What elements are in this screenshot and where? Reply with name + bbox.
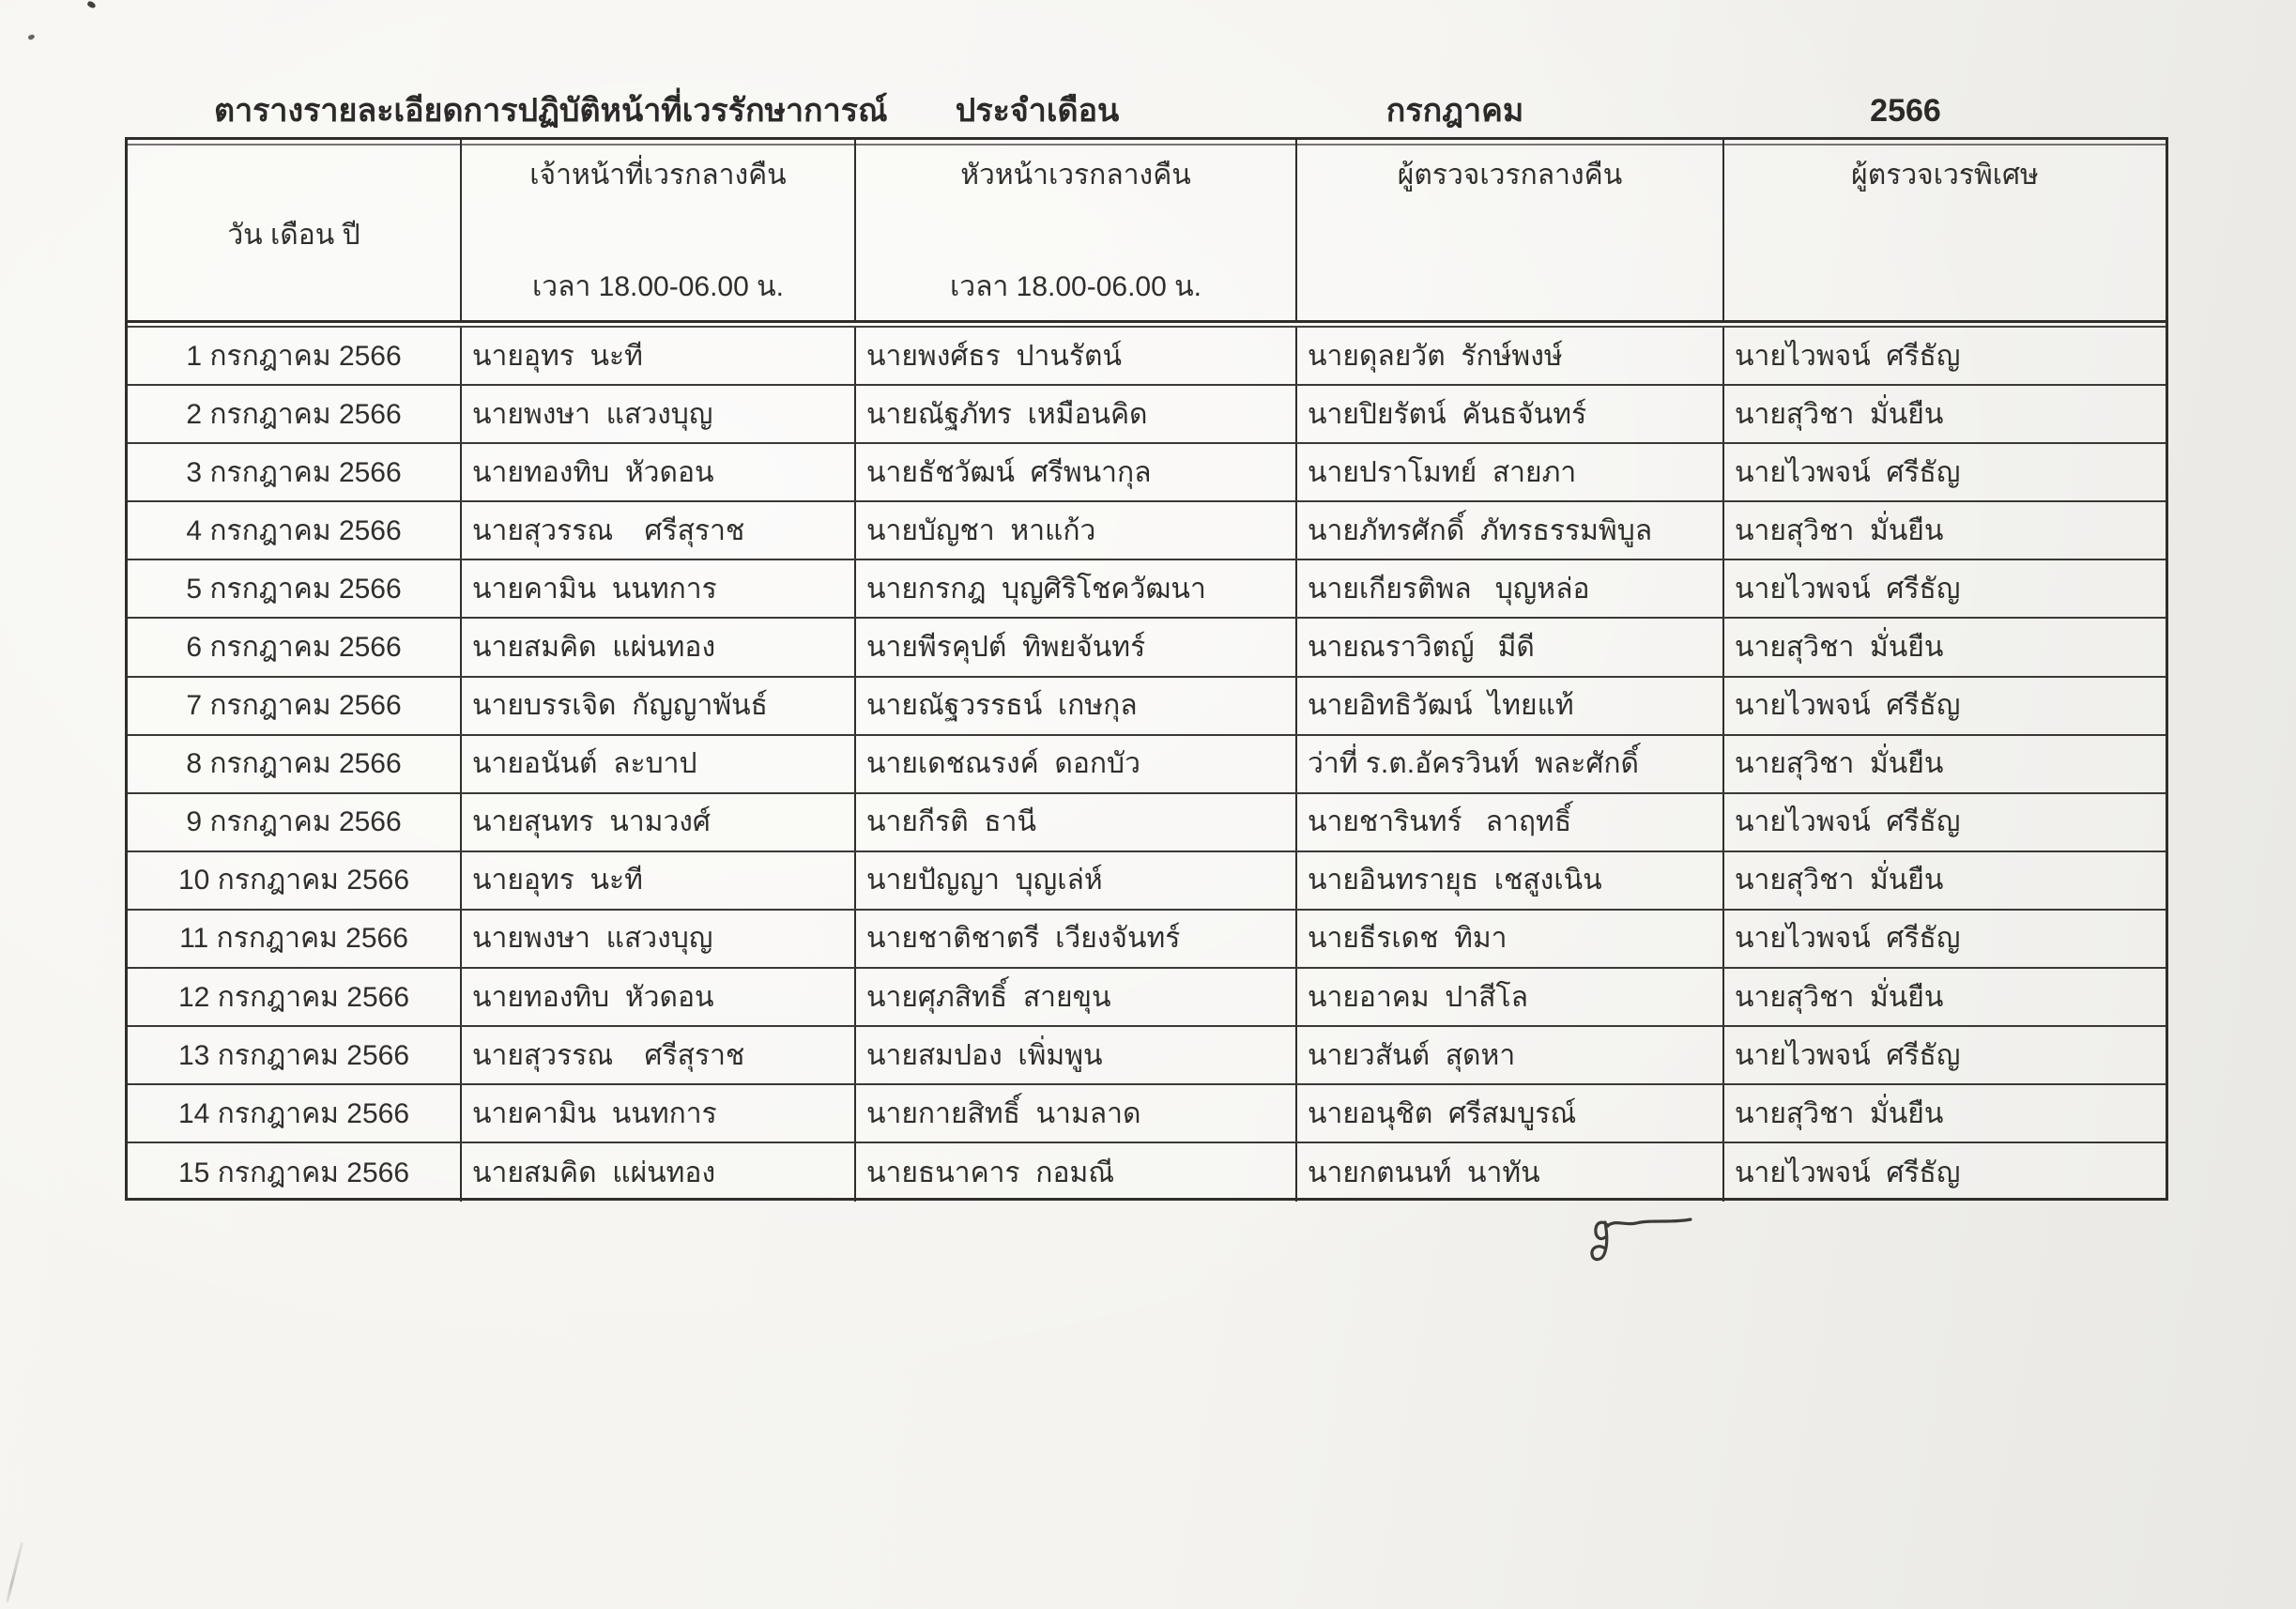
date-cell: 11 กรกฎาคม 2566 [179,923,408,955]
night-officer-cell: นายสมคิด แผ่นทอง [460,1143,854,1202]
special-inspector-cell: นายไวพจน์ ศรีธัญ [1722,794,2166,850]
table-row [128,969,2166,1027]
night-chief-cell: นายณัฐวรรธน์ เกษกุล [854,678,1295,734]
night-officer-cell: นายสุวรรณ ศรีสุราช [460,502,854,559]
night-officer-cell: นายคามิน นนทการ [460,1085,854,1142]
special-inspector-cell: นายไวพจน์ ศรีธัญ [1722,678,2166,734]
header-night-chief-time: เวลา 18.00-06.00 น. [950,271,1202,302]
header-separator [128,320,2166,328]
date-cell: 8 กรกฎาคม 2566 [186,748,402,780]
special-inspector-cell: นายสุวิชา มั่นยืน [1722,386,2166,442]
night-inspector-cell: นายธีรเดช ทิมา [1295,911,1722,967]
night-chief-cell: นายกรกฎ บุญศิริโชควัฒนา [854,560,1295,617]
header-night-inspector [1295,140,1722,320]
night-officer-cell: นายสุนทร นามวงศ์ [460,794,854,850]
night-chief-cell: นายชาติชาตรี เวียงจันทร์ [854,911,1295,967]
date-cell: 12 กรกฎาคม 2566 [177,981,410,1013]
scan-speck [27,34,36,41]
night-inspector-cell: นายดุลยวัต รักษ์พงษ์ [1295,328,1722,384]
special-inspector-cell: นายสุวิชา มั่นยืน [1722,619,2166,675]
header-night-chief [854,140,1295,320]
date-cell: 15 กรกฎาคม 2566 [177,1157,410,1188]
special-inspector-cell: นายสุวิชา มั่นยืน [1722,736,2166,792]
date-cell: 10 กรกฎาคม 2566 [177,865,410,896]
night-inspector-cell: นายเกียรติพล บุญหล่อ [1295,560,1722,617]
table-row [128,619,2166,677]
special-inspector-cell: นายสุวิชา มั่นยืน [1722,969,2166,1025]
night-inspector-cell: นายอนุชิต ศรีสมบูรณ์ [1295,1085,1722,1142]
night-officer-cell: นายสุวรรณ ศรีสุราช [460,1027,854,1083]
date-cell: 14 กรกฎาคม 2566 [177,1097,410,1129]
night-chief-cell: นายกีรติ ธานี [854,794,1295,850]
night-inspector-cell: นายปราโมทย์ สายภา [1295,444,1722,500]
duty-roster-table [125,137,2168,1201]
table-row [128,444,2166,502]
table-header-row [128,140,2166,320]
night-inspector-cell: นายอิทธิวัฒน์ ไทยแท้ [1295,678,1722,734]
scan-speck [86,0,97,8]
special-inspector-cell: นายไวพจน์ ศรีธัญ [1722,328,2166,384]
special-inspector-cell: นายสุวิชา มั่นยืน [1722,502,2166,559]
night-officer-cell: นายอุทร นะที [460,328,854,384]
table-row [128,502,2166,560]
night-chief-cell: นายณัฐภัทร เหมือนคิด [854,386,1295,442]
header-date-label: วัน เดือน ปี [227,220,360,251]
special-inspector-cell: นายไวพจน์ ศรีธัญ [1722,911,2166,967]
handwritten-signature [1580,1213,1702,1279]
night-chief-cell: นายบัญชา หาแก้ว [854,502,1295,559]
night-officer-cell: นายคามิน นนทการ [460,560,854,617]
special-inspector-cell: นายไวพจน์ ศรีธัญ [1722,1143,2166,1202]
header-night-officer-time: เวลา 18.00-06.00 น. [532,271,784,302]
header-night-inspector-label: ผู้ตรวจเวรกลางคืน [1397,160,1623,191]
special-inspector-cell: นายสุวิชา มั่นยืน [1722,1085,2166,1142]
header-date [128,140,460,320]
special-inspector-cell: นายสุวิชา มั่นยืน [1722,852,2166,909]
document-title-row [0,88,2296,137]
night-chief-cell: นายกายสิทธิ์ นามลาด [854,1085,1295,1142]
night-inspector-cell: ว่าที่ ร.ต.อัครวินท์ พละศักดิ์ [1295,736,1722,792]
night-officer-cell: นายสมคิด แผ่นทอง [460,619,854,675]
special-inspector-cell: นายไวพจน์ ศรีธัญ [1722,1027,2166,1083]
table-row [128,736,2166,794]
night-chief-cell: นายเดชณรงค์ ดอกบัว [854,736,1295,792]
night-officer-cell: นายพงษา แสวงบุญ [460,911,854,967]
table-row [128,1027,2166,1085]
date-cell: 5 กรกฎาคม 2566 [186,573,402,605]
night-chief-cell: นายศุภสิทธิ์ สายขุน [854,969,1295,1025]
night-officer-cell: นายพงษา แสวงบุญ [460,386,854,442]
night-chief-cell: นายธัชวัฒน์ ศรีพนากุล [854,444,1295,500]
night-officer-cell: นายอุทร นะที [460,852,854,909]
month-label: ประจำเดือน [955,93,1120,129]
date-cell: 2 กรกฎาคม 2566 [186,398,402,430]
night-chief-cell: นายธนาคาร กอมณี [854,1143,1295,1202]
header-night-officer-label: เจ้าหน้าที่เวรกลางคืน [529,160,787,191]
table-row [128,1085,2166,1143]
table-row [128,794,2166,852]
night-chief-cell: นายพีรคุปต์ ทิพยจันทร์ [854,619,1295,675]
header-night-chief-label: หัวหน้าเวรกลางคืน [960,160,1191,191]
date-cell: 6 กรกฎาคม 2566 [186,632,402,664]
night-officer-cell: นายทองทิบ หัวดอน [460,969,854,1025]
night-officer-cell: นายทองทิบ หัวดอน [460,444,854,500]
table-row [128,911,2166,969]
night-officer-cell: นายอนันต์ ละบาป [460,736,854,792]
header-special-inspector-label: ผู้ตรวจเวรพิเศษ [1851,160,2039,191]
night-inspector-cell: นายชารินทร์ ลาฤทธิ์ [1295,794,1722,850]
date-cell: 4 กรกฎาคม 2566 [186,514,402,546]
header-night-officer [460,140,854,320]
table-row [128,852,2166,911]
month-value: กรกฎาคม [1385,93,1524,129]
table-body [128,328,2166,1202]
special-inspector-cell: นายไวพจน์ ศรีธัญ [1722,444,2166,500]
date-cell: 7 กรกฎาคม 2566 [186,690,402,722]
night-chief-cell: นายปัญญา บุญเล่ห์ [854,852,1295,909]
date-cell: 1 กรกฎาคม 2566 [186,340,402,372]
table-row [128,1143,2166,1202]
night-inspector-cell: นายภัทรศักดิ์ ภัทรธรรมพิบูล [1295,502,1722,559]
night-inspector-cell: นายอินทรายุธ เชสูงเนิน [1295,852,1722,909]
header-special-inspector [1722,140,2166,320]
night-inspector-cell: นายวสันต์ สุดหา [1295,1027,1722,1083]
night-chief-cell: นายสมปอง เพิ่มพูน [854,1027,1295,1083]
night-chief-cell: นายพงศ์ธร ปานรัตน์ [854,328,1295,384]
night-officer-cell: นายบรรเจิด กัญญาพันธ์ [460,678,854,734]
table-row [128,328,2166,386]
night-inspector-cell: นายอาคม ปาสีโล [1295,969,1722,1025]
date-cell: 13 กรกฎาคม 2566 [177,1039,410,1071]
night-inspector-cell: นายปิยรัตน์ คันธจันทร์ [1295,386,1722,442]
date-cell: 9 กรกฎาคม 2566 [186,806,402,838]
night-inspector-cell: นายกตนนท์ นาทัน [1295,1143,1722,1202]
year-value: 2566 [1870,93,1941,129]
table-row [128,386,2166,444]
table-row [128,560,2166,619]
scan-crease [6,1542,23,1603]
date-cell: 3 กรกฎาคม 2566 [186,456,402,488]
document-title: ตารางรายละเอียดการปฏิบัติหน้าที่เวรรักษาการณ์ [214,93,888,129]
night-inspector-cell: นายณราวิตญ์ มีดี [1295,619,1722,675]
table-row [128,678,2166,736]
special-inspector-cell: นายไวพจน์ ศรีธัญ [1722,560,2166,617]
